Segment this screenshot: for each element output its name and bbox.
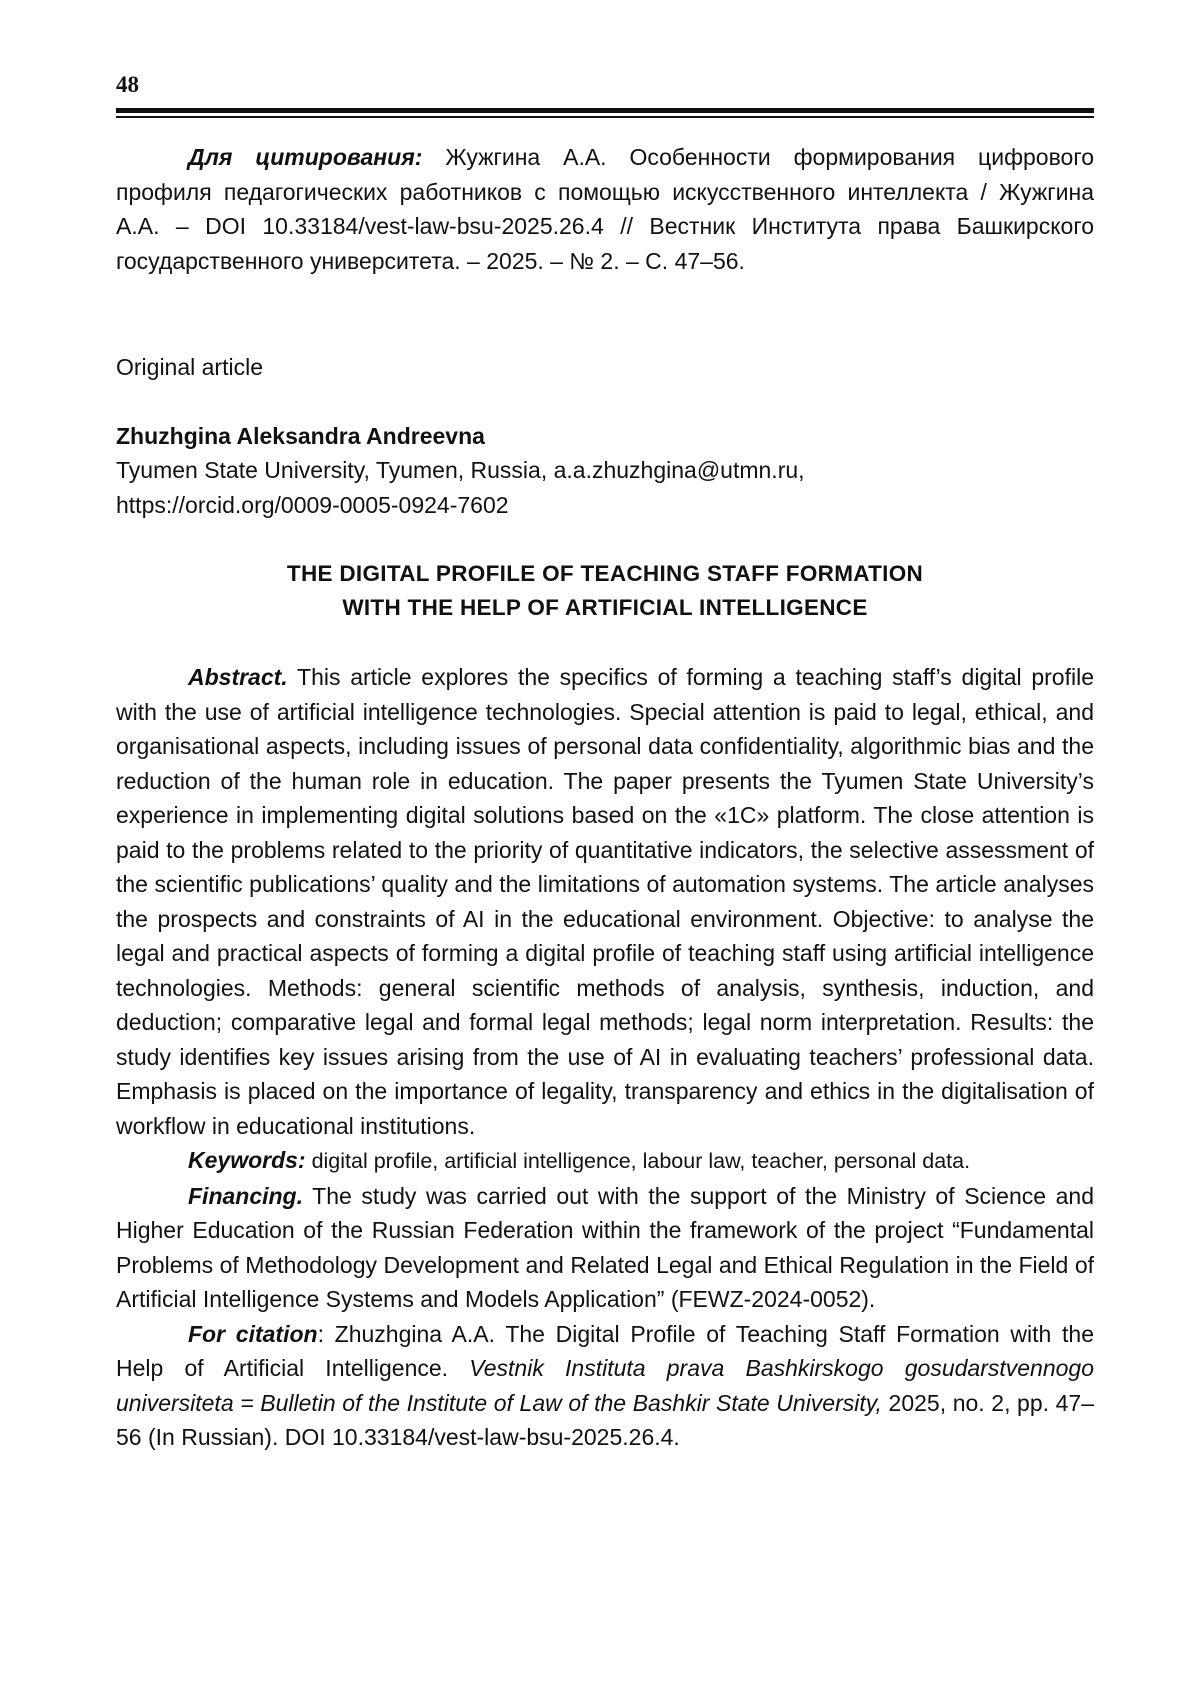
financing-paragraph bbox=[116, 1179, 1094, 1317]
abstract-paragraph bbox=[116, 660, 1094, 1143]
abstract-label: Abstract. bbox=[188, 664, 288, 690]
citation-ru-text: Жужгина А.А. Особенности формирования цифрового профиля педагогических работников с помощью искусственного интеллекта / Жужгина А.А. – DOI 10.33184/vest-law-bsu-2025.26.4 // Вестник Института права Башкирского государственного университета. – 2025. – № 2. – С. 47–56. bbox=[116, 144, 1095, 274]
citation-en-text-1: : Zhuzhgina A.A. The Digital Profile of Teaching Staff Formation with the Help of Artificial Intelligence. bbox=[116, 1320, 1094, 1381]
title-line-1: THE DIGITAL PROFILE OF TEACHING STAFF FORMATION bbox=[286, 561, 924, 586]
citation-ru bbox=[116, 140, 1094, 278]
page-number: 48 bbox=[116, 72, 139, 97]
keywords-text: digital profile, artificial intelligence, labour law, teacher, personal data. bbox=[305, 1149, 971, 1173]
article-title bbox=[116, 557, 1094, 625]
abstract-text: This article explores the specifics of forming a teaching staff’s digital profile with the use of artificial intelligence technologies. Special attention is paid to legal, ethical, and organisational aspects, including issues of personal data confidentiality, algorithmic bias and the reduction of the human role in education. The paper presents the Tyumen State University’s experience in implementing digital solutions based on the «1C» platform. The close attention is paid to the problems related to the priority of quantitative indicators, the selective assessment of the scientific publications’ quality and the limitations of automation systems. The article analyses the prospects and constraints of AI in the educational environment. Objective: to analyse the legal and practical aspects of forming a digital profile of teaching staff using artificial intelligence technologies. Methods: general scientific methods of analysis, synthesis, induction, and deduction; comparative legal and formal legal methods; legal norm interpretation. Results: the study identifies key issues arising from the use of AI in evaluating teachers’ professional data. Emphasis is placed on the importance of legality, transparency and ethics in the digitalisation of workflow in educational institutions. bbox=[116, 664, 1094, 1139]
financing-text: The study was carried out with the support of the Ministry of Science and Higher Education of the Russian Federation within the framework of the project “Fundamental Problems of Methodology Development and Related Legal and Ethical Regulation in the Field of Artificial Intelligence Systems and Models Application” (FEWZ-2024-0052). bbox=[116, 1182, 1094, 1312]
citation-en-journal: Vestnik Instituta prava Bashkirskogo gosudarstvennogo universiteta = Bulletin of the Institute of Law of the Bashkir State University, bbox=[116, 1355, 1094, 1416]
keywords-paragraph bbox=[116, 1143, 1094, 1179]
author-affiliation bbox=[116, 453, 1094, 522]
orcid-link[interactable]: https://orcid.org/0009-0005-0924-7602 bbox=[116, 491, 509, 518]
header-rule-thin bbox=[116, 116, 1094, 118]
citation-en-paragraph bbox=[116, 1317, 1094, 1455]
affiliation-text: Tyumen State University, Tyumen, Russia, a.a.zhuzhgina@utmn.ru, bbox=[116, 457, 805, 483]
citation-en-text-2: 2025, no. 2, pp. 47–56 (In Russian). DOI 10.33184/vest-law-bsu-2025.26.4. bbox=[116, 1389, 1095, 1450]
abstract-section bbox=[116, 660, 1094, 1455]
author-name: Zhuzhgina Aleksandra Andreevna bbox=[116, 423, 485, 449]
keywords-label: Keywords: bbox=[188, 1147, 306, 1173]
financing-label: Financing. bbox=[188, 1182, 303, 1209]
header-rule-thick bbox=[116, 108, 1094, 113]
citation-ru-label: Для цитирования: bbox=[188, 144, 423, 170]
article-type: Original article bbox=[116, 354, 263, 380]
citation-en-label: For citation bbox=[188, 1320, 318, 1347]
title-line-2: WITH THE HELP OF ARTIFICIAL INTELLIGENCE bbox=[342, 595, 868, 620]
